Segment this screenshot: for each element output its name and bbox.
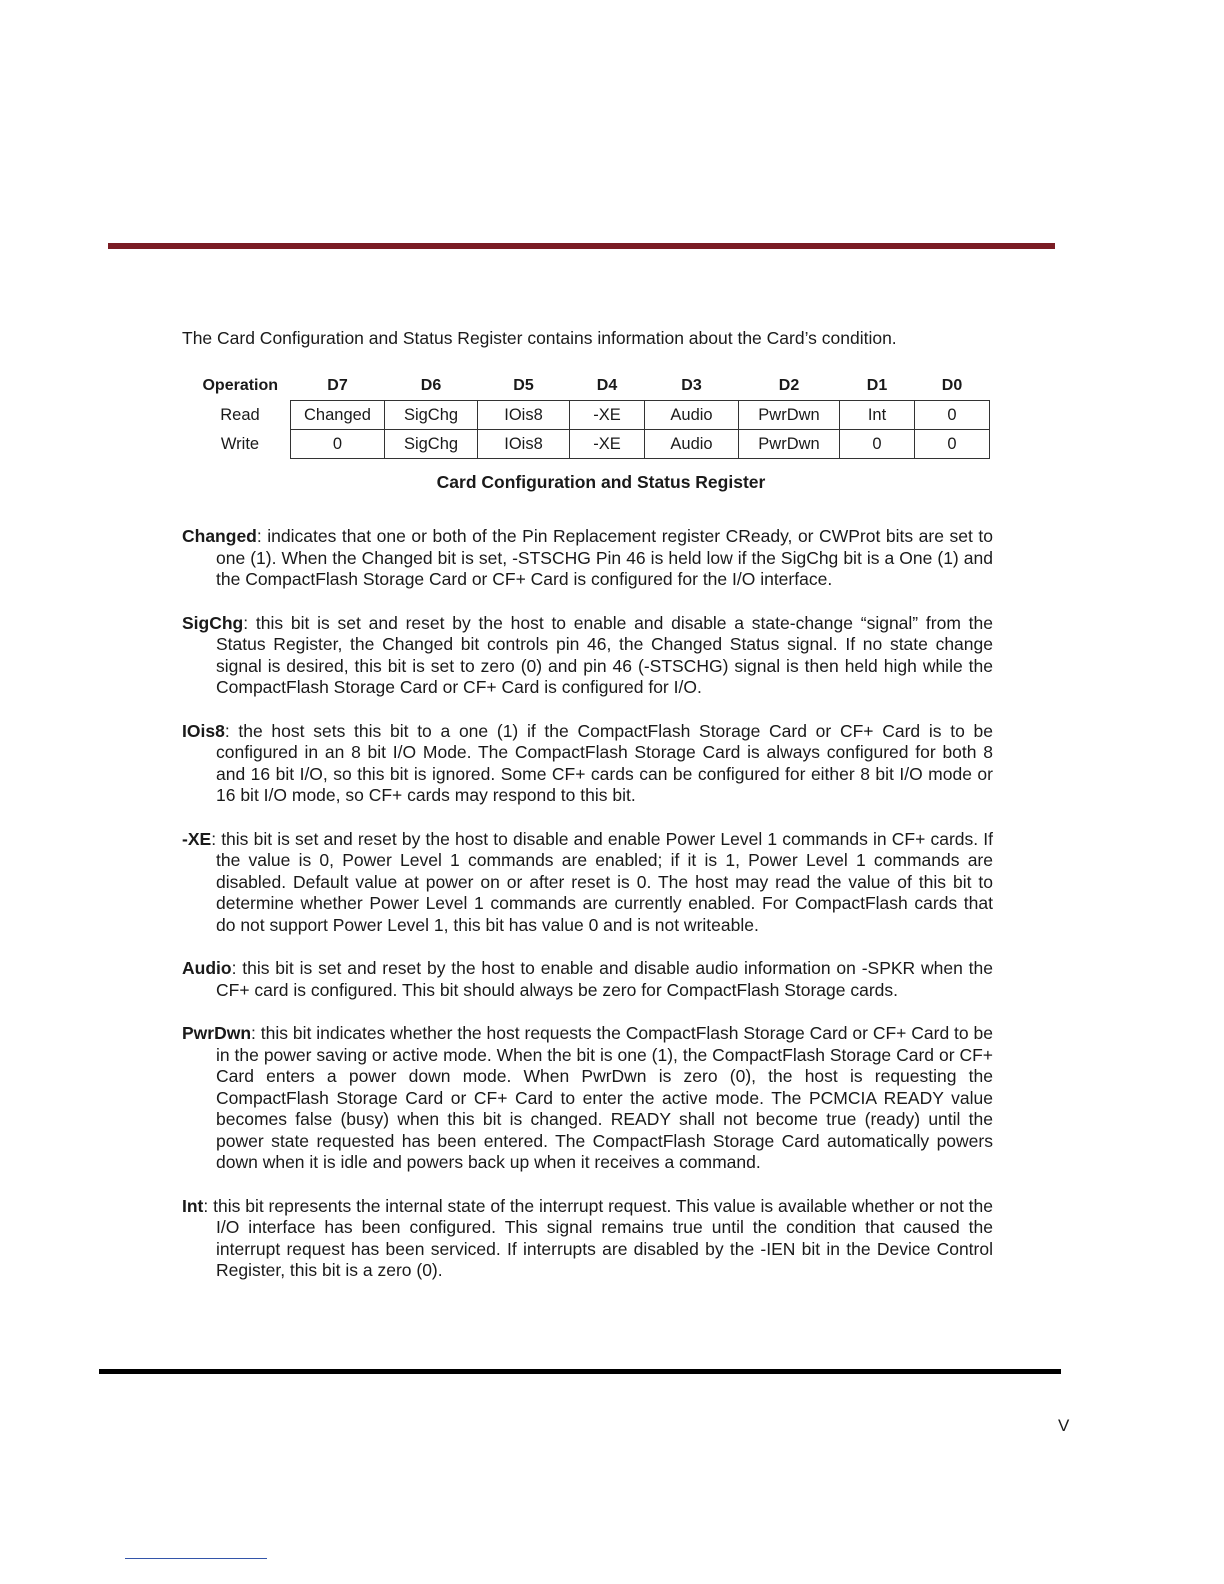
intro-paragraph: The Card Configuration and Status Register contains information about the Card’s condition. [182, 328, 897, 348]
cell-write-d2: PwrDwn [739, 430, 840, 459]
row-operation-write: Write [220, 434, 260, 453]
header-d4: D4 [596, 377, 618, 394]
definition-iois8 [182, 721, 993, 807]
row-operation-read: Read [220, 405, 260, 424]
definition-xe [182, 829, 993, 937]
cell-write-d6: SigChg [385, 430, 478, 459]
cell-read-d4: -XE [570, 401, 645, 430]
definition-text: : the host sets this bit to a one (1) if the CompactFlash Storage Card or CF+ Card is to be configured in an 8 bit I/O Mode. The CompactFlash Storage Card is always configured for both 8 and 16 bit I/O, so this bit is ignored. Some CF+ cards can be configured for either 8 bit I/O mode or 16 bit I/O mode, so CF+ cards may respond to this bit. [216, 720, 993, 805]
definition-pwrdwn [182, 1023, 993, 1174]
definition-term: Int [182, 1195, 204, 1216]
table-header-row [190, 372, 990, 401]
register-table [190, 372, 990, 459]
cell-write-d4: -XE [570, 430, 645, 459]
cell-write-d7: 0 [291, 430, 385, 459]
cell-write-d5: IOis8 [478, 430, 570, 459]
definition-term: -XE [182, 828, 212, 849]
definition-text: : this bit is set and reset by the host to enable and disable audio information on -SPKR when the CF+ card is configured. This bit should always be zero for CompactFlash Storage cards. [216, 958, 993, 1000]
definition-text: : this bit indicates whether the host requests the CompactFlash Storage Card or CF+ Card to be in the power saving or active mode. When the bit is one (1), the CompactFlash Storage Card or CF+ Card enters a power down mode. When PwrDwn is zero (0), the host is requesting the CompactFlash Storage Card or CF+ Card to enter the active mode. The PCMCIA READY value becomes false (busy) when this bit is changed. READY shall not become true (ready) until the power state requested has been entered. The CompactFlash Storage Card automatically powers down when it is idle and powers back up when it receives a command. [216, 1023, 993, 1172]
table-row [190, 430, 990, 459]
cell-read-d2: PwrDwn [739, 401, 840, 430]
definition-text: : this bit represents the internal state of the interrupt request. This value is available whether or not the I/O interface has been configured. This signal remains true until the condition that caused the interrupt request has been serviced. If interrupts are disabled by the -IEN bit in the Device Control Register, this bit is a zero (0). [203, 1195, 993, 1280]
bit-definitions [182, 526, 993, 1304]
header-operation: Operation [202, 377, 279, 395]
cell-read-d1: Int [840, 401, 915, 430]
footer-rule [99, 1369, 1061, 1374]
definition-sigchg [182, 613, 993, 699]
definition-term: Changed [182, 526, 257, 546]
definition-term: IOis8 [182, 720, 225, 741]
page-number: V [1058, 1416, 1070, 1435]
footnote-separator [125, 1558, 267, 1559]
definition-audio [182, 958, 993, 1001]
table-caption: Card Configuration and Status Register [436, 472, 766, 492]
header-d6: D6 [420, 377, 442, 394]
cell-write-d0: 0 [915, 430, 990, 459]
header-d0: D0 [941, 377, 963, 394]
definition-text: : this bit is set and reset by the host to enable and disable a state-change “signal” from the Status Register, the Changed bit controls pin 46, the Changed Status signal. If no state change signal is desired, this bit is set to zero (0) and pin 46 (-STSCHG) signal is then held high while the CompactFlash Storage Card or CF+ Card is configured for I/O. [216, 612, 993, 697]
definition-int [182, 1196, 993, 1282]
definition-text: : this bit is set and reset by the host to disable and enable Power Level 1 commands in CF+ cards. If the value is 0, Power Level 1 commands are enabled; if it is 1, Power Level 1 commands are disabled. Default value at power on or after reset is 0. The host may read the value of this bit to determine whether Power Level 1 commands are currently enabled. For CompactFlash cards that do not support Power Level 1, this bit has value 0 and is not writeable. [211, 828, 993, 935]
definition-term: PwrDwn [182, 1023, 252, 1043]
cell-read-d0: 0 [915, 401, 990, 430]
definition-text: : indicates that one or both of the Pin Replacement register CReady, or CWProt bits are set to one (1). When the Changed bit is set, -STSCHG Pin 46 is held low if the SigChg bit is a One (1) and the CompactFlash Storage Card or CF+ Card is configured for the I/O interface. [216, 526, 993, 589]
cell-write-d1: 0 [840, 430, 915, 459]
cell-read-d6: SigChg [385, 401, 478, 430]
header-d3: D3 [681, 377, 702, 394]
cell-read-d3: Audio [645, 401, 739, 430]
definition-term: SigChg [182, 612, 244, 633]
definition-changed [182, 526, 993, 591]
header-rule [108, 243, 1055, 249]
cell-read-d7: Changed [291, 401, 385, 430]
header-d7: D7 [327, 377, 348, 394]
definition-term: Audio [182, 958, 232, 978]
header-d1: D1 [866, 377, 888, 394]
cell-write-d3: Audio [645, 430, 739, 459]
header-d2: D2 [778, 377, 800, 394]
header-d5: D5 [513, 377, 534, 394]
table-row [190, 401, 990, 430]
cell-read-d5: IOis8 [478, 401, 570, 430]
